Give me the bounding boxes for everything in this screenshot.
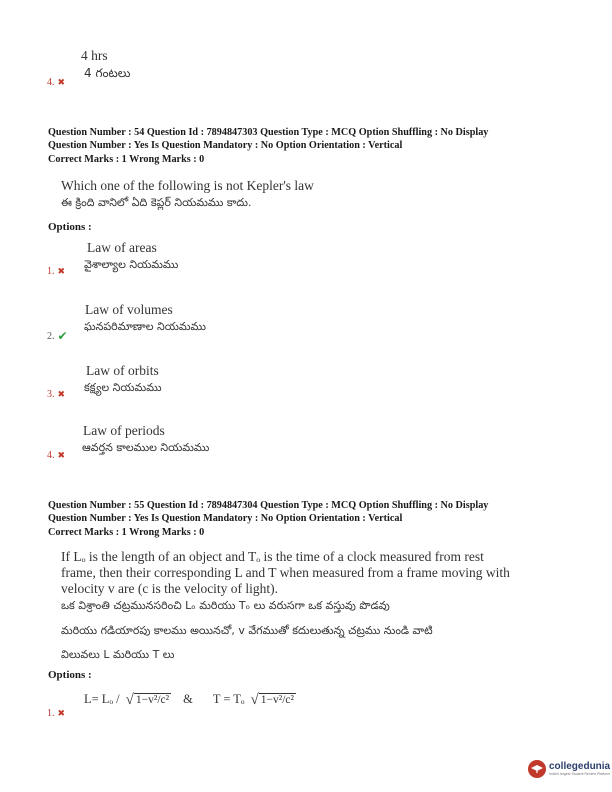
radical-sign: √: [125, 691, 134, 708]
q54-option4-english: Law of periods: [83, 423, 165, 438]
formula-ampersand: &: [183, 692, 193, 706]
q54-option2-telugu: ఘనపరిమాణాల నియమము: [84, 320, 206, 333]
option-number-label: 4.: [47, 77, 55, 88]
q54-option1-marker: [47, 266, 65, 277]
q55-meta-line2: Question Number : Yes Is Question Mandatory : No Option Orientation : Vertical: [48, 513, 403, 524]
formula-left: L= Lₒ /: [84, 692, 120, 706]
sqrt-body: 1−v²/c²: [135, 693, 170, 706]
sqrt-body: 1−v²/c²: [260, 693, 294, 706]
q55-meta-line1: Question Number : 55 Question Id : 7894847304 Question Type : MCQ Option Shuffling : No Display: [48, 500, 489, 511]
q55-option1-marker: [47, 708, 65, 719]
q55-question-english-line1: If Lₒ is the length of an object and Tₒ is the time of a clock measured from rest: [61, 549, 484, 564]
q55-question-telugu-line3: విలువలు L మరియు T లు: [61, 648, 175, 661]
q54-option3-marker: [47, 389, 65, 400]
graduate-cap-icon: [528, 760, 546, 778]
wrong-x-icon: ✖: [57, 450, 66, 461]
q54-option4-telugu: ఆవర్తన కాలముల నియమము: [82, 441, 210, 454]
q55-question-english-line3: velocity v are (c is the velocity of light).: [61, 581, 279, 596]
q55-question-telugu-line1: ఒక విశ్రాంతి చట్రమునసరించి Lₒ మరియు Tₒ లు వరుసగా ఒక వస్తువు పొడవు: [61, 599, 390, 612]
collegedunia-logo: [528, 760, 610, 778]
q55-option1-formula: [84, 692, 296, 707]
option-number-label: 1.: [47, 708, 55, 719]
option-number-label: 2.: [47, 330, 55, 342]
q54-meta-line1: Question Number : 54 Question Id : 7894847303 Question Type : MCQ Option Shuffling : No Display: [48, 127, 489, 138]
wrong-x-icon: ✖: [57, 708, 66, 719]
logo-tagline: India's largest Student Review Platform: [549, 772, 610, 776]
q54-option3-english: Law of orbits: [86, 363, 159, 378]
q54-option3-telugu: కక్ష్యల నియమము: [84, 381, 162, 394]
q54-options-label: Options :: [48, 221, 92, 233]
option-number-label: 1.: [47, 266, 55, 277]
q54-question-english: Which one of the following is not Kepler's law: [61, 178, 314, 193]
prev-option-number: [47, 77, 65, 88]
option-number-label: 4.: [47, 450, 55, 461]
option-number-label: 3.: [47, 389, 55, 400]
q54-meta-line2: Question Number : Yes Is Question Mandatory : No Option Orientation : Vertical: [48, 140, 403, 151]
q55-marks: Correct Marks : 1 Wrong Marks : 0: [48, 527, 205, 538]
sqrt-expression: [126, 693, 171, 707]
wrong-x-icon: ✖: [57, 389, 66, 400]
prev-option-english: 4 hrs: [81, 48, 108, 63]
q55-options-label: Options :: [48, 669, 92, 681]
prev-option-telugu: 4 గంటలు: [84, 66, 131, 80]
q54-marks: Correct Marks : 1 Wrong Marks : 0: [48, 154, 205, 165]
logo-brand: collegedunia: [549, 761, 611, 772]
wrong-x-icon: ✖: [57, 77, 66, 88]
q54-option2-english: Law of volumes: [85, 302, 173, 317]
q54-option1-english: Law of areas: [87, 240, 157, 255]
q54-option2-marker: [47, 329, 68, 343]
sqrt-expression: [251, 693, 296, 707]
q54-option1-telugu: వైశాల్యాల నియమము: [84, 258, 179, 271]
q55-question-telugu-line2: మరియు గడియారపు కాలము అయినచో, v వేగముతో కదులుతున్న చట్రము నుండి వాటి: [61, 624, 433, 637]
q55-question-english-line2: frame, then their corresponding L and T when measured from a frame moving with: [61, 565, 510, 580]
formula-right: T = Tₒ: [212, 692, 245, 706]
correct-check-icon: ✔: [57, 329, 68, 343]
wrong-x-icon: ✖: [57, 266, 66, 277]
q54-question-telugu: ఈ క్రింది వానిలో ఏది కెప్లర్ నియమము కాదు.: [61, 196, 252, 209]
q54-option4-marker: [47, 450, 65, 461]
radical-sign: √: [250, 691, 259, 708]
